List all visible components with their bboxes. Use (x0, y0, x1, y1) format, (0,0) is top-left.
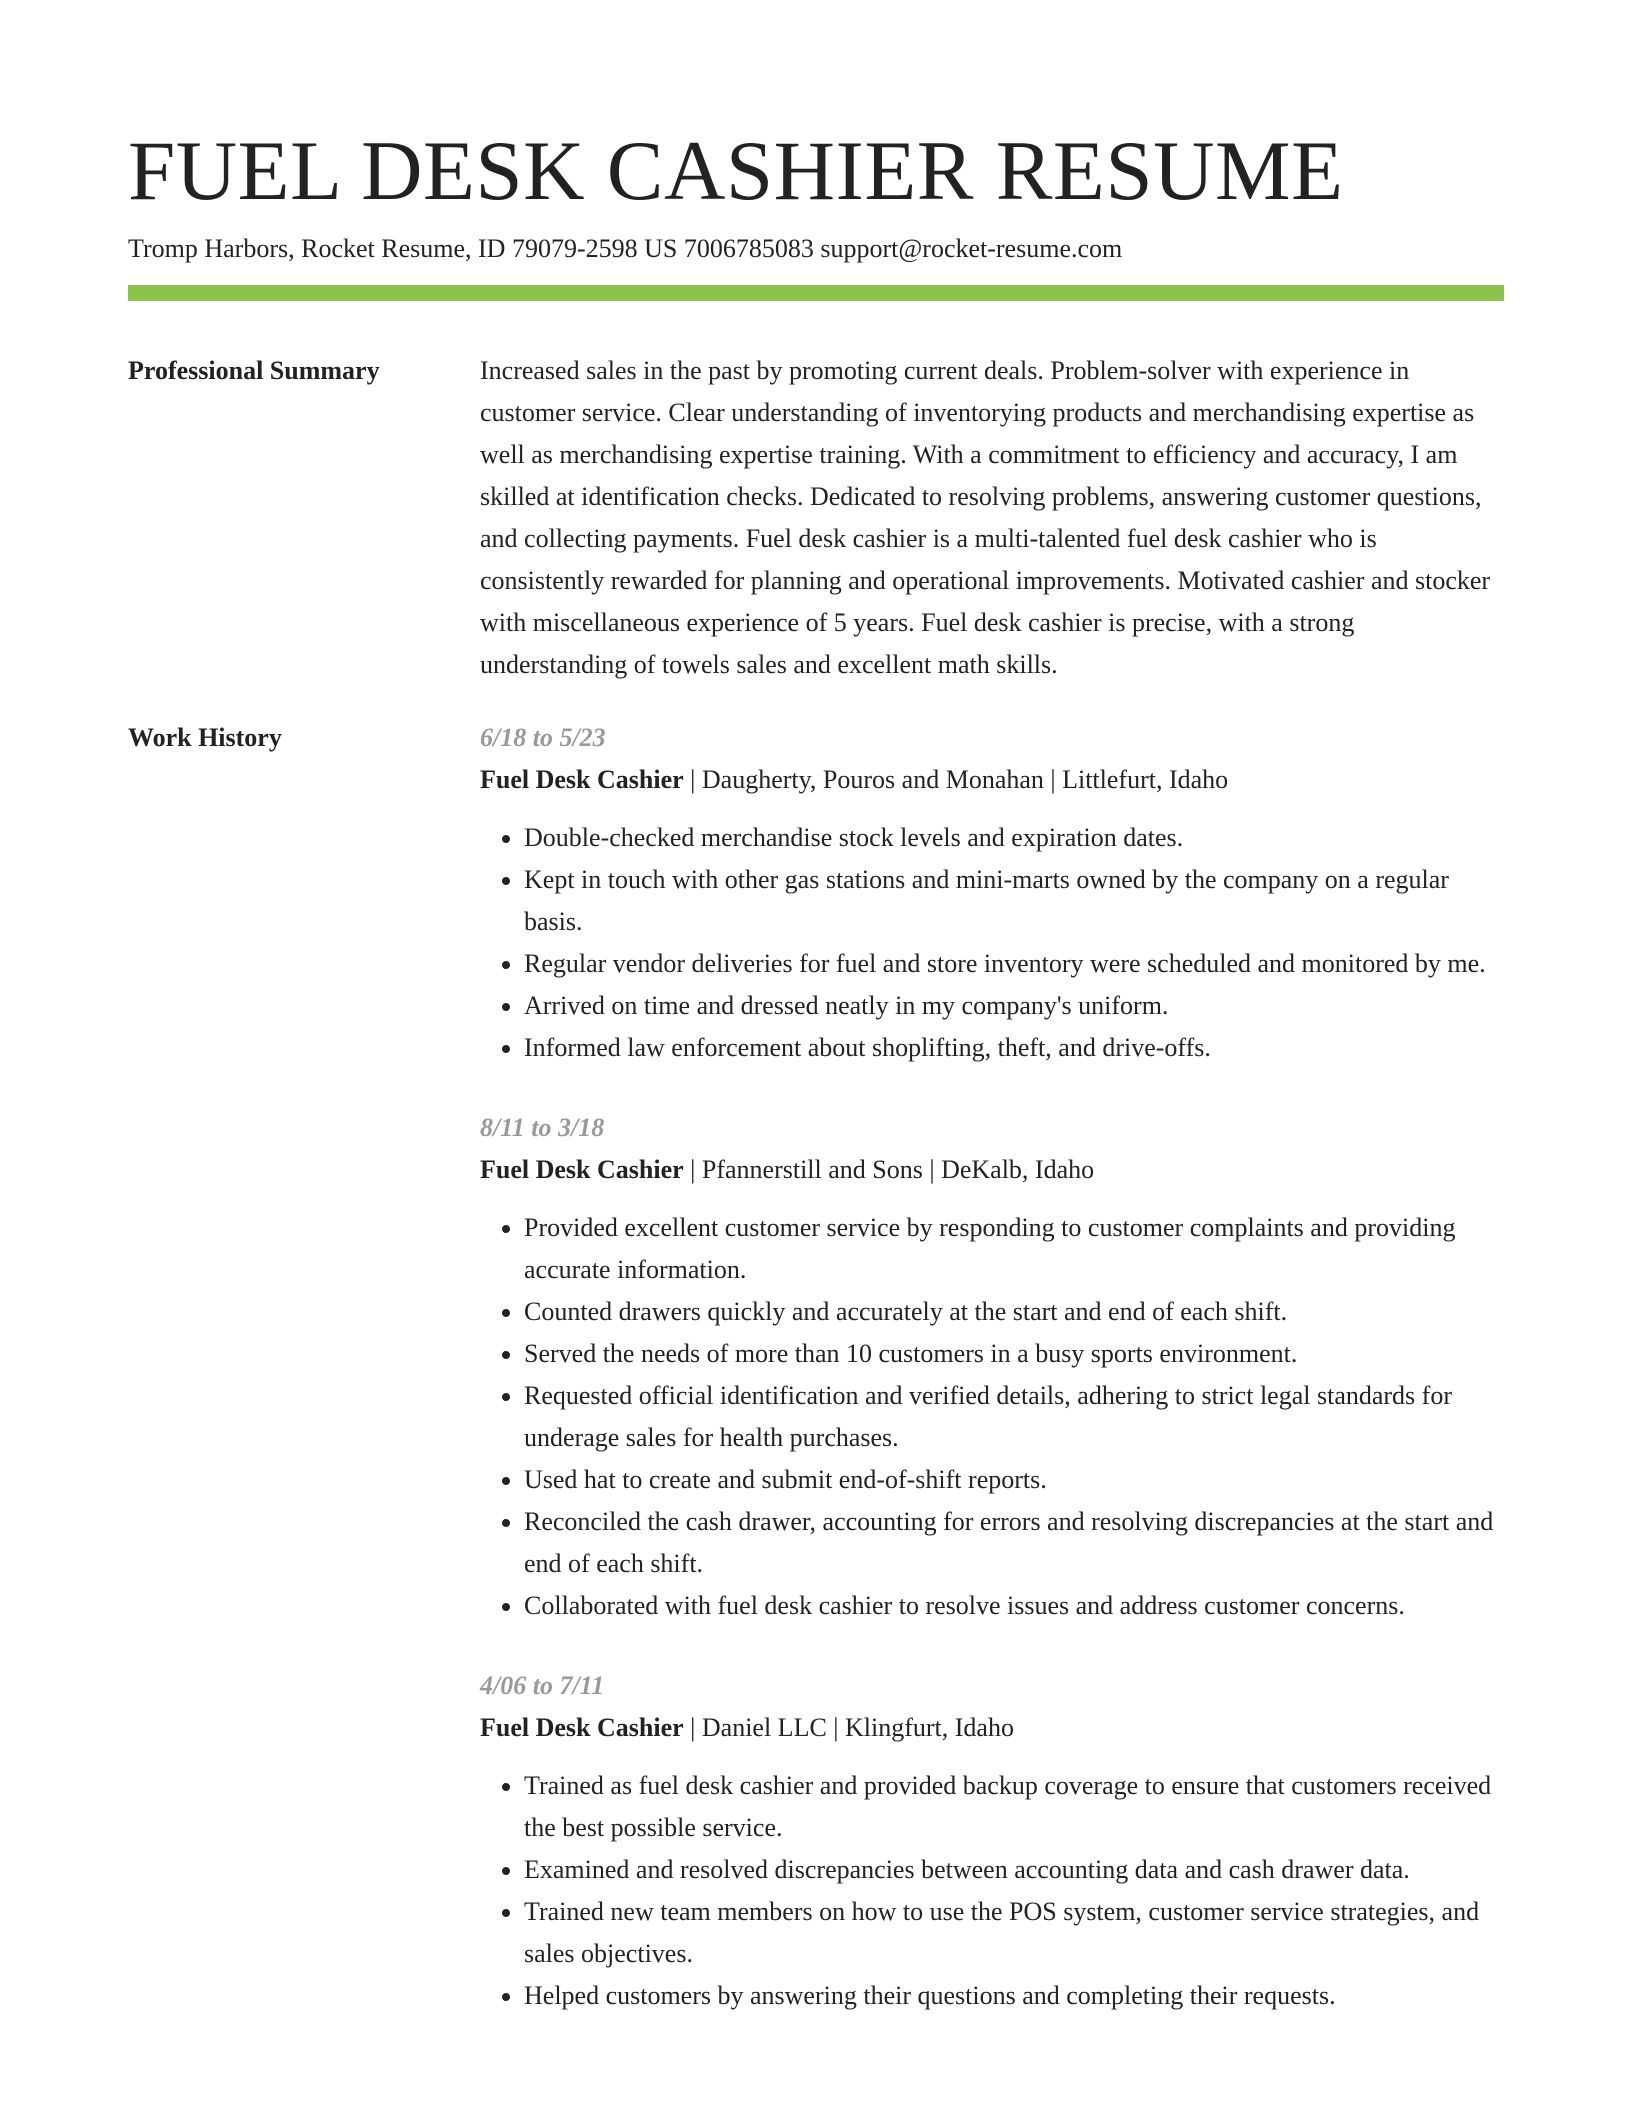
job-bullet: • Used hat to create and submit end-of-shift reports. (524, 1459, 1504, 1501)
job-bullet: • Requested official identification and verified details, adhering to strict legal standards for underage sales for health purchases. (524, 1375, 1504, 1459)
job-bullet: • Provided excellent customer service by responding to customer complaints and providing accurate information. (524, 1207, 1504, 1291)
job-bullet: • Counted drawers quickly and accurately at the start and end of each shift. (524, 1291, 1504, 1333)
section-heading: Work History (128, 723, 282, 752)
job-dates: 8/11 to 3/18 (480, 1113, 605, 1142)
job-bullet: • Collaborated with fuel desk cashier to resolve issues and address customer concerns. (524, 1585, 1504, 1627)
resume-title: FUEL DESK CASHIER RESUME (128, 124, 1344, 218)
job-title: Fuel Desk Cashier (480, 765, 684, 794)
job-entry (480, 717, 1504, 1069)
job-heading-line (480, 1149, 1504, 1191)
job-bullet: • Kept in touch with other gas stations and mini-marts owned by the company on a regular basis. (524, 859, 1504, 943)
resume-content (128, 350, 1504, 2055)
job-bullet: • Double-checked merchandise stock levels and expiration dates. (524, 817, 1504, 859)
job-entry (480, 1665, 1504, 2017)
job-bullet: • Trained new team members on how to use the POS system, customer service strategies, and sales objectives. (524, 1891, 1504, 1975)
job-employer-location: | Daugherty, Pouros and Monahan | Littlefurt, Idaho (683, 765, 1229, 794)
work-history-body (480, 717, 1504, 2055)
professional-summary-section (128, 350, 1504, 686)
job-bullet: • Reconciled the cash drawer, accounting for errors and resolving discrepancies at the start and end of each shift. (524, 1501, 1504, 1585)
work-history-section (128, 717, 1504, 2055)
job-entry (480, 1107, 1504, 1627)
job-bullet-list (480, 1765, 1504, 2017)
job-employer-location: | Pfannerstill and Sons | DeKalb, Idaho (683, 1155, 1095, 1184)
summary-body (480, 350, 1504, 686)
summary-text: Increased sales in the past by promoting current deals. Problem-solver with experience in customer service. Clear understanding of inventorying products and merchandising expertise as well as merchandising expertise training. With a commitment to efficiency and accuracy, I am skilled at identification checks. Dedicated to resolving problems, answering customer questions, and collecting payments. Fuel desk cashier is a multi-talented fuel desk cashier who is consistently rewarded for planning and operational improvements. Motivated cashier and stocker with miscellaneous experience of 5 years. Fuel desk cashier is precise, with a strong understanding of towels sales and excellent math skills. (480, 356, 1491, 679)
job-bullet: • Examined and resolved discrepancies between accounting data and cash drawer data. (524, 1849, 1504, 1891)
job-employer-location: | Daniel LLC | Klingfurt, Idaho (683, 1713, 1014, 1742)
job-bullet-list (480, 817, 1504, 1069)
job-bullet: • Regular vendor deliveries for fuel and store inventory were scheduled and monitored by me. (524, 943, 1504, 985)
job-bullet: • Informed law enforcement about shoplifting, theft, and drive-offs. (524, 1027, 1504, 1069)
job-bullet-list (480, 1207, 1504, 1627)
job-dates: 4/06 to 7/11 (480, 1671, 605, 1700)
job-bullet: • Served the needs of more than 10 customers in a busy sports environment. (524, 1333, 1504, 1375)
job-dates: 6/18 to 5/23 (480, 723, 606, 752)
job-title: Fuel Desk Cashier (480, 1155, 684, 1184)
job-title: Fuel Desk Cashier (480, 1713, 684, 1742)
contact-line: Tromp Harbors, Rocket Resume, ID 79079-2598 US 7006785083 support@rocket-resume.com (128, 234, 1123, 263)
job-bullet: • Helped customers by answering their questions and completing their requests. (524, 1975, 1504, 2017)
job-bullet: • Trained as fuel desk cashier and provided backup coverage to ensure that customers received the best possible service. (524, 1765, 1504, 1849)
job-heading-line (480, 759, 1504, 801)
section-heading: Professional Summary (128, 356, 380, 385)
job-heading-line (480, 1707, 1504, 1749)
accent-divider (128, 285, 1504, 301)
job-bullet: • Arrived on time and dressed neatly in my company's uniform. (524, 985, 1504, 1027)
